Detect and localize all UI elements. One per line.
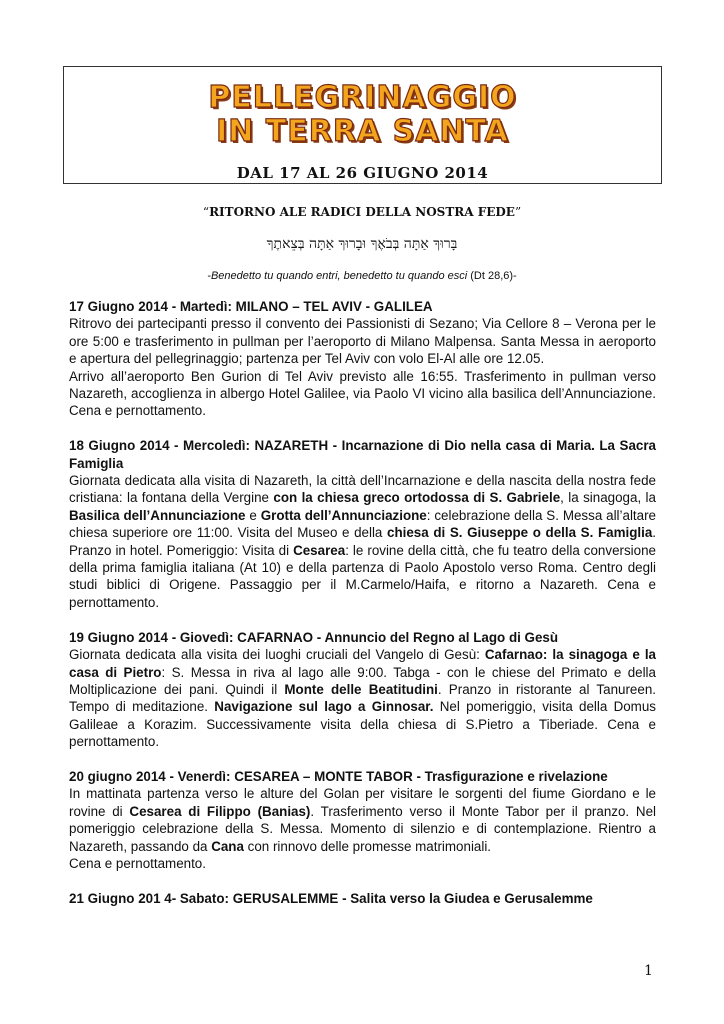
- day-section: [69, 437, 656, 611]
- text-run: : S. Messa in riva al lago alle 9:00. Tabga - con le chiese del Primato e della Moltiplicazione dei pani. Quindi il: [69, 664, 656, 697]
- title-box: [63, 66, 662, 184]
- citation-prefix: -: [207, 270, 211, 282]
- day-section: [69, 768, 656, 872]
- citation-text: Benedetto tu quando entri, benedetto tu quando esci: [210, 270, 468, 282]
- bold-run: Cafarnao: la sinagoga e la casa di Pietro: [69, 647, 656, 680]
- verse-citation: [0, 270, 724, 282]
- title-line-1: PELLEGRINAGGIO: [208, 80, 517, 115]
- day-paragraph: [69, 472, 656, 611]
- text-run: e: [245, 507, 261, 523]
- text-run: , la sinagoga, la: [560, 490, 656, 506]
- day-paragraph: [69, 646, 656, 750]
- itinerary: [69, 298, 656, 925]
- text-run: In mattinata partenza verso le alture del Golan per visitare le sorgenti del fiume Giordano e le rovine di: [69, 786, 656, 819]
- day-section: [69, 298, 656, 420]
- day-title: 20 giugno 2014 - Venerdì: CESAREA – MONTE TABOR - Trasfigurazione e rivelazione: [69, 768, 608, 784]
- dates-heading: DAL 17 AL 26 GIUGNO 2014: [236, 164, 489, 182]
- text-run: . Trasferimento verso il Monte Tabor per il pranzo. Nel pomeriggio celebrazione della S. Messa. Momento di silenzio e di contemplazione. Rientro a Nazareth, passando da: [69, 803, 656, 854]
- day-paragraph: Ritrovo dei partecipanti presso il convento dei Passionisti di Sezano; Via Cellore 8 – Verona per le ore 5:00 e trasferimento in pullman per l’aeroporto di Milano Malpensa. Santa Messa in aeroporto e apertura del pellegrinaggio; partenza per Tel Aviv con volo El-Al alle ore 12.05.: [69, 316, 656, 367]
- bold-run: Basilica dell’Annunciazione: [69, 507, 246, 523]
- text-run: . Pranzo in hotel. Pomeriggio: Visita di: [69, 525, 657, 558]
- day-title: 21 Giugno 201 4- Sabato: GERUSALEMME - Salita verso la Giudea e Gerusalemme: [69, 890, 593, 906]
- bold-run: con la chiesa greco ortodossa di S. Gabriele: [273, 490, 561, 506]
- bold-run: chiesa di S. Giuseppe o della S. Famiglia: [387, 525, 653, 541]
- citation-ref: (Dt 28,6)-: [467, 270, 517, 282]
- day-paragraph: Cena e pernottamento.: [69, 855, 206, 871]
- bold-run: Monte delle Beatitudini: [284, 681, 438, 697]
- text-run: . Pranzo in ristorante al Tanureen. Tempo di meditazione.: [69, 681, 656, 715]
- motto-text: RITORNO ALE RADICI DELLA NOSTRA FEDE: [209, 205, 515, 219]
- motto-close-quote: ”: [514, 205, 522, 219]
- day-title: 19 Giugno 2014 - Giovedì: CAFARNAO - Annuncio del Regno al Lago di Gesù: [69, 629, 559, 645]
- text-run: : le rovine della città, che fu teatro della conversione della prima famiglia italiana (At 10) e della partenza di Paolo Apostolo verso Roma. Centro degli studi biblici di Origene. Passaggio per il M.Carmelo/Haifa, e ritorno a Nazareth. Cena e pernottamento.: [69, 542, 656, 610]
- title-line-2: IN TERRA SANTA: [216, 114, 509, 149]
- bold-run: Cesarea: [293, 542, 346, 558]
- day-paragraph: Arrivo all’aeroporto Ben Gurion di Tel Aviv previsto alle 16:55. Trasferimento in pullman verso Nazareth, accoglienza in albergo Hotel Galilee, via Paolo VI vicino alla basilica dell’Annunciazione. Cena e pernottamento.: [69, 368, 656, 419]
- bold-run: Cesarea di Filippo (Banias): [129, 803, 311, 819]
- page-number: 1: [644, 963, 653, 979]
- hebrew-verse: בָּרוּךְ אַתָּה בְּבֹאֶךָ וּבָרוּךְ אַתָּה בְּצֵאתֶךָ: [266, 236, 458, 252]
- bold-run: Navigazione sul lago a Ginnosar.: [214, 699, 434, 715]
- day-section: [69, 890, 656, 907]
- day-section: [69, 629, 656, 751]
- text-run: : celebrazione della S. Messa all’altare chiesa superiore ore 11:00. Visita del Museo e della: [69, 507, 657, 541]
- day-title: 17 Giugno 2014 - Martedì: MILANO – TEL AVIV - GALILEA: [69, 299, 433, 314]
- text-run: Giornata dedicata alla visita di Nazareth, la città dell’Incarnazione e della nascita della nostra fede cristiana: la fontana della Vergine: [69, 473, 656, 506]
- motto: [0, 205, 724, 219]
- day-paragraph: [69, 785, 656, 855]
- text-run: con rinnovo delle promesse matrimoniali.: [243, 838, 492, 854]
- day-title: 18 Giugno 2014 - Mercoledì: NAZARETH - Incarnazione di Dio nella casa di Maria. La Sacra Famiglia: [69, 438, 656, 471]
- motto-open-quote: “: [202, 205, 210, 219]
- text-run: Giornata dedicata alla visita dei luoghi cruciali del Vangelo di Gesù:: [69, 647, 485, 663]
- bold-run: Grotta dell’Annunciazione: [260, 507, 427, 523]
- text-run: Nel pomeriggio, visita della Domus Galileae a Korazim. Successivamente visita della chiesa di S.Pietro a Tiberiade. Cena e pernottamento.: [69, 699, 656, 750]
- bold-run: Cana: [211, 838, 244, 854]
